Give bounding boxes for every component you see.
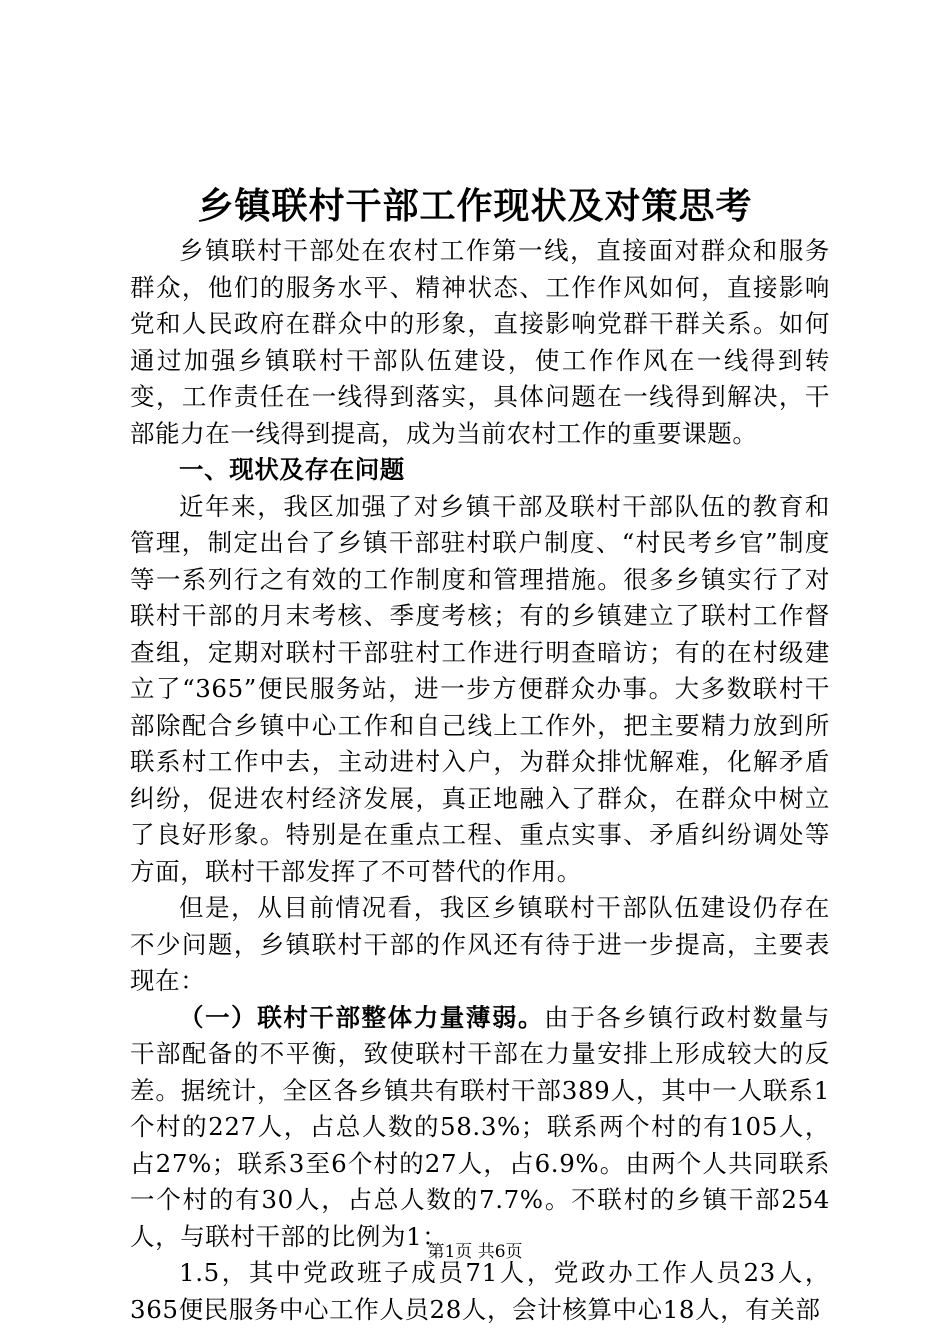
document-title: 乡镇联村干部工作现状及对策思考 <box>197 185 753 227</box>
page-footer: 第1页 共6页 <box>427 1242 523 1262</box>
paragraph-weak-force <box>130 1000 830 1256</box>
document-body <box>130 233 830 1328</box>
paragraph-status: 近年来，我区加强了对乡镇干部及联村干部队伍的教育和管理，制定出台了乡镇干部驻村联户制度、“村民考乡官”制度等一系列行之有效的工作制度和管理措施。很多乡镇实行了对联村干部的月末考核、季度考核；有的乡镇建立了联村工作督查组，定期对联村干部驻村工作进行明查暗访；有的在村级建立了“365”便民服务站，进一步方便群众办事。大多数联村干部除配合乡镇中心工作和自己线上工作外，把主要精力放到所联系村工作中去，主动进村入户，为群众排忧解难，化解矛盾纠纷，促进农村经济发展，真正地融入了群众，在群众中树立了良好形象。特别是在重点工程、重点实事、矛盾纠纷调处等方面，联村干部发挥了不可替代的作用。 <box>130 491 830 886</box>
section-heading-status: 一、现状及存在问题 <box>179 455 405 484</box>
paragraph-weak-force-text: 由于各乡镇行政村数量与干部配备的不平衡，致使联村干部在力量安排上形成较大的反差。据统计，全区各乡镇共有联村干部389人，其中一人联系1个村的227人，占总人数的58.3%；联系两个村的有105人，占27%；联系3至6个村的27人，占6.9%。由两个人共同联系一个村的有30人，占总人数的7.7%。不联村的乡镇干部254人，与联村干部的比例为1： <box>130 1002 830 1251</box>
paragraph-ratio: 1.5，其中党政班子成员71人，党政办工作人员23人，365便民服务中心工作人员28人，会计核算中心18人，有关部 <box>130 1258 830 1324</box>
paragraph-problems: 但是，从目前情况看，我区乡镇联村干部队伍建设仍存在不少问题，乡镇联村干部的作风还有待于进一步提高，主要表现在： <box>130 893 830 995</box>
subheading-weak-force: （一）联村干部整体力量薄弱。 <box>179 1002 545 1032</box>
paragraph-intro: 乡镇联村干部处在农村工作第一线，直接面对群众和服务群众，他们的服务水平、精神状态、工作作风如何，直接影响党和人民政府在群众中的形象，直接影响党群干群关系。如何通过加强乡镇联村干部队伍建设，使工作作风在一线得到转变，工作责任在一线得到落实，具体问题在一线得到解决，干部能力在一线得到提高，成为当前农村工作的重要课题。 <box>130 236 830 448</box>
